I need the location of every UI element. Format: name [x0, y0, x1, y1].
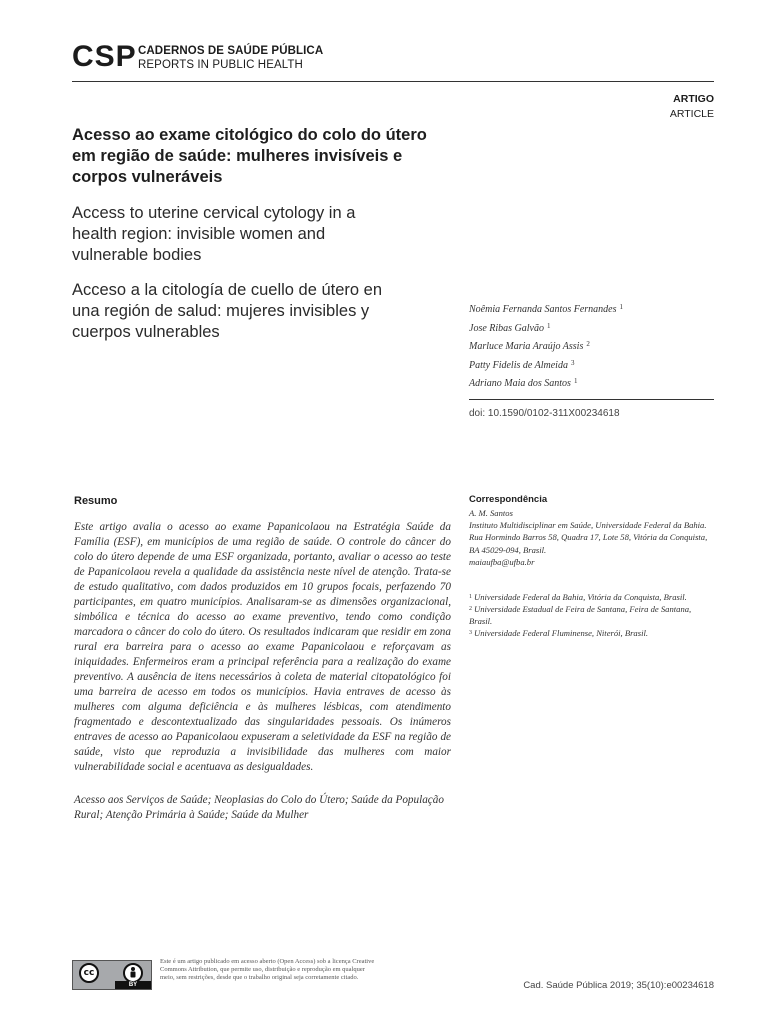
- author-item: Marluce Maria Araújo Assis $^2$: [469, 340, 590, 352]
- affiliation-item: $^3$ Universidade Federal Fluminense, Niterói, Brasil.: [469, 628, 648, 638]
- title-spanish: Acceso a la citología de cuello de útero en una región de salud: mujeres invisibles y cuerpos vulnerables: [72, 281, 383, 341]
- article-type-pt: ARTIGO: [673, 93, 714, 105]
- correspondence-heading: Correspondência: [469, 494, 548, 505]
- by-label: BY: [128, 982, 138, 988]
- journal-name-pt: CADERNOS DE SAÚDE PÚBLICA: [138, 45, 324, 57]
- attribution-person-icon: [123, 963, 143, 983]
- keywords: Acesso aos Serviços de Saúde; Neoplasias do Colo do Útero; Saúde da População Rural; Atenção Primária à Saúde; Saúde da Mulher: [74, 794, 444, 821]
- correspondence-institution: Instituto Multidisciplinar em Saúde, Universidade Federal da Bahia.: [469, 520, 707, 531]
- header-divider: [72, 81, 714, 82]
- title-portuguese: Acesso ao exame citológico do colo do útero em região de saúde: mulheres invisíveis e corpos vulneráveis: [72, 126, 427, 186]
- article-type-en: ARTICLE: [669, 108, 714, 120]
- author-item: Patty Fidelis de Almeida $^3$: [469, 358, 575, 371]
- correspondence-block: [469, 507, 709, 568]
- abstract-body: Este artigo avalia o acesso ao exame Papanicolaou na Estratégia Saúde da Família (ESF), em municípios de uma região de saúde. O controle do câncer do colo do útero depende de uma ESF organizada, portanto, avaliar o acesso ao teste de Papanicolaou revela a qualidade da assistência neste nível de atenção. Trata-se de estudo qualitativo, com dados produzidos em 10 grupos focais, perfazendo 70 participantes, em quatro municípios. Analisaram-se as dimensões organizacional, simbólica e técnica do acesso ao exame preventivo, tendo como condição marcadora o câncer do colo do útero. Os resultados indicaram que residir em zona rural era barreira para o acesso ao exame Papanicolaou e reforçavam as iniquidades. Enfermeiros eram a principal referência para a realização do exame preventivo. A ausência de itens necessários à coleta de material citopatológico foi uma barreira de acesso em todos os municípios. Havia entraves de acesso às mulheres com alguma deficiência e às mulheres lésbicas, com atendimento fragmentado e descontextualizado das singularidades pessoais. Os inúmeros entraves de acesso ao Papanicolaou expuseram a seletividade da ESF na região de saúde, visto que reproduzia a invisibilidade das mulheres com maior vulnerabilidade social e acentuava as desigualdades.: [74, 521, 451, 773]
- affiliation-item: $^2$ Universidade Estadual de Feira de Santana, Feira de Santana, Brasil.: [469, 604, 692, 626]
- cc-icon: cc: [79, 963, 99, 983]
- author-item: Noêmia Fernanda Santos Fernandes $^1$: [469, 303, 623, 315]
- cc-by-license-badge[interactable]: [72, 960, 152, 990]
- author-item: Jose Ribas Galvão $^1$: [469, 321, 551, 334]
- correspondence-name: A. M. Santos: [469, 508, 513, 518]
- affiliation-list: [469, 591, 714, 639]
- doi-link[interactable]: doi: 10.1590/0102-311X00234618: [469, 408, 620, 419]
- author-item: Adriano Maia dos Santos $^1$: [469, 377, 578, 389]
- correspondence-email[interactable]: maiaufba@ufba.br: [469, 556, 535, 567]
- author-list: [469, 298, 709, 391]
- journal-logo: CSP: [72, 40, 137, 73]
- correspondence-address: Rua Hormindo Barros 58, Quadra 17, Lote 58, Vitória da Conquista, BA 45029-094, Brasil.: [469, 532, 708, 555]
- citation: Cad. Saúde Pública 2019; 35(10):e00234618: [523, 980, 714, 991]
- doi-divider: [469, 399, 714, 400]
- journal-name-en: REPORTS IN PUBLIC HEALTH: [138, 59, 303, 71]
- affiliation-item: $^1$ Universidade Federal da Bahia, Vitória da Conquista, Brasil.: [469, 592, 687, 602]
- title-english: Access to uterine cervical cytology in a health region: invisible women and vulnerable bodies: [72, 204, 356, 264]
- license-text: Este é um artigo publicado em acesso aberto (Open Access) sob a licença Creative Commons Attribution, que permite uso, distribuição e reprodução em qualquer meio, sem restrições, desde que o trabalho original seja corretamente citado.: [160, 958, 375, 982]
- abstract-heading: Resumo: [74, 495, 118, 507]
